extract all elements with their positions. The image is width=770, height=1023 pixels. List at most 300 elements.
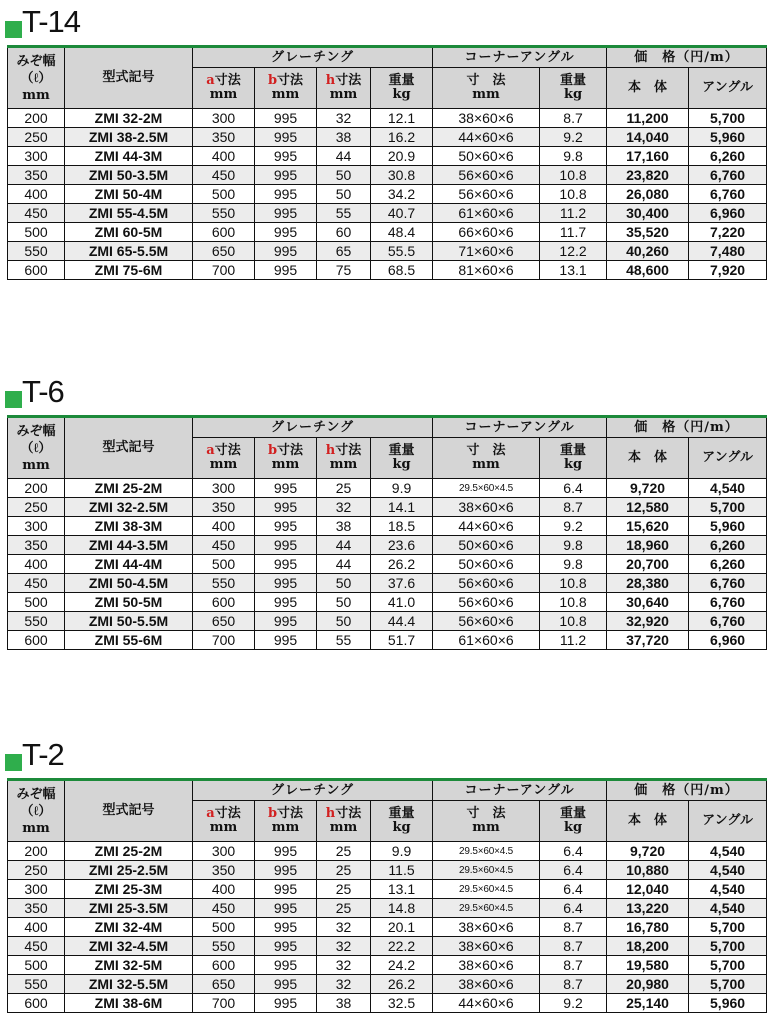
cell-model: ZMI 32-5.5M: [65, 975, 193, 994]
cell-a-dim: 550: [193, 204, 255, 223]
cell-price-body: 19,580: [607, 956, 689, 975]
cell-grating-weight: 55.5: [371, 242, 433, 261]
col-header-angle-size: 寸 法 mm: [433, 438, 540, 479]
col-header-h-dim: h寸法 mm: [317, 801, 371, 842]
cell-width: 250: [8, 128, 65, 147]
col-header-angle-weight: 重量 kg: [540, 801, 607, 842]
cell-b-dim: 995: [255, 593, 317, 612]
cell-a-dim: 450: [193, 536, 255, 555]
cell-b-dim: 995: [255, 956, 317, 975]
cell-a-dim: 600: [193, 593, 255, 612]
table-row: [8, 631, 767, 650]
cell-model: ZMI 55-6M: [65, 631, 193, 650]
cell-angle-weight: 8.7: [540, 975, 607, 994]
cell-a-dim: 300: [193, 842, 255, 861]
cell-grating-weight: 51.7: [371, 631, 433, 650]
table-row: [8, 536, 767, 555]
cell-angle-size: 38×60×6: [433, 975, 540, 994]
table-row: [8, 574, 767, 593]
cell-width: 600: [8, 261, 65, 280]
table-row: [8, 204, 767, 223]
cell-model: ZMI 32-2M: [65, 109, 193, 128]
cell-angle-size: 50×60×6: [433, 555, 540, 574]
table-row: [8, 880, 767, 899]
col-header-model: 型式記号: [65, 417, 193, 479]
table-row: [8, 166, 767, 185]
cell-angle-weight: 12.2: [540, 242, 607, 261]
cell-price-angle: 6,960: [689, 204, 767, 223]
cell-model: ZMI 25-2M: [65, 479, 193, 498]
cell-angle-size: 56×60×6: [433, 593, 540, 612]
cell-angle-size: 29.5×60×4.5: [433, 861, 540, 880]
cell-grating-weight: 24.2: [371, 956, 433, 975]
cell-grating-weight: 20.1: [371, 918, 433, 937]
cell-model: ZMI 32-5M: [65, 956, 193, 975]
cell-angle-weight: 9.2: [540, 517, 607, 536]
col-header-price-body: 本 体: [607, 68, 689, 109]
cell-grating-weight: 9.9: [371, 842, 433, 861]
col-header-price-body: 本 体: [607, 801, 689, 842]
cell-width: 250: [8, 861, 65, 880]
cell-model: ZMI 25-3M: [65, 880, 193, 899]
cell-model: ZMI 44-4M: [65, 555, 193, 574]
col-header-h-dim: h寸法 mm: [317, 438, 371, 479]
cell-grating-weight: 26.2: [371, 555, 433, 574]
cell-model: ZMI 32-4M: [65, 918, 193, 937]
cell-h-dim: 25: [317, 842, 371, 861]
cell-b-dim: 995: [255, 498, 317, 517]
table-row: [8, 185, 767, 204]
cell-h-dim: 25: [317, 861, 371, 880]
cell-angle-weight: 9.8: [540, 536, 607, 555]
col-header-b-dim: b寸法 mm: [255, 68, 317, 109]
cell-h-dim: 50: [317, 166, 371, 185]
cell-price-body: 28,380: [607, 574, 689, 593]
cell-model: ZMI 38-2.5M: [65, 128, 193, 147]
cell-h-dim: 32: [317, 109, 371, 128]
cell-angle-weight: 10.8: [540, 612, 607, 631]
cell-price-body: 25,140: [607, 994, 689, 1013]
cell-grating-weight: 34.2: [371, 185, 433, 204]
cell-a-dim: 450: [193, 899, 255, 918]
col-header-angle-size: 寸 法 mm: [433, 68, 540, 109]
table-row: [8, 555, 767, 574]
col-header-model: 型式記号: [65, 780, 193, 842]
cell-h-dim: 75: [317, 261, 371, 280]
col-group-grating: グレーチング: [193, 47, 433, 68]
cell-h-dim: 60: [317, 223, 371, 242]
cell-price-body: 18,960: [607, 536, 689, 555]
cell-b-dim: 995: [255, 261, 317, 280]
table-row: [8, 128, 767, 147]
cell-a-dim: 450: [193, 166, 255, 185]
cell-width: 200: [8, 842, 65, 861]
cell-price-angle: 6,760: [689, 574, 767, 593]
cell-angle-weight: 11.7: [540, 223, 607, 242]
cell-b-dim: 995: [255, 975, 317, 994]
cell-angle-size: 56×60×6: [433, 185, 540, 204]
cell-h-dim: 55: [317, 631, 371, 650]
cell-width: 350: [8, 166, 65, 185]
col-header-h-dim: h寸法 mm: [317, 68, 371, 109]
green-square-icon: [5, 754, 22, 771]
cell-width: 300: [8, 517, 65, 536]
section-title: T-14: [22, 4, 81, 39]
cell-grating-weight: 30.8: [371, 166, 433, 185]
cell-model: ZMI 50-4.5M: [65, 574, 193, 593]
green-square-icon: [5, 391, 22, 408]
cell-grating-weight: 18.5: [371, 517, 433, 536]
cell-a-dim: 500: [193, 918, 255, 937]
cell-angle-weight: 6.4: [540, 842, 607, 861]
cell-a-dim: 700: [193, 631, 255, 650]
cell-angle-size: 50×60×6: [433, 536, 540, 555]
cell-width: 600: [8, 631, 65, 650]
cell-price-angle: 4,540: [689, 842, 767, 861]
cell-price-angle: 5,700: [689, 975, 767, 994]
cell-price-body: 10,880: [607, 861, 689, 880]
cell-model: ZMI 50-5.5M: [65, 612, 193, 631]
price-table: [7, 45, 767, 280]
table-body: [8, 109, 767, 280]
col-group-corner-angle: コーナーアングル: [433, 417, 607, 438]
cell-width: 200: [8, 479, 65, 498]
cell-h-dim: 32: [317, 937, 371, 956]
cell-model: ZMI 50-4M: [65, 185, 193, 204]
table-row: [8, 956, 767, 975]
price-table: [7, 415, 767, 650]
cell-model: ZMI 38-3M: [65, 517, 193, 536]
cell-h-dim: 50: [317, 185, 371, 204]
cell-model: ZMI 32-4.5M: [65, 937, 193, 956]
cell-price-body: 13,220: [607, 899, 689, 918]
cell-price-body: 12,580: [607, 498, 689, 517]
cell-width: 450: [8, 937, 65, 956]
cell-angle-weight: 11.2: [540, 204, 607, 223]
cell-angle-size: 66×60×6: [433, 223, 540, 242]
cell-width: 400: [8, 185, 65, 204]
table-row: [8, 498, 767, 517]
cell-b-dim: 995: [255, 937, 317, 956]
col-group-price: 価 格（円/m）: [607, 780, 767, 801]
cell-angle-weight: 10.8: [540, 574, 607, 593]
table-row: [8, 937, 767, 956]
cell-price-body: 37,720: [607, 631, 689, 650]
cell-price-angle: 6,260: [689, 147, 767, 166]
col-group-grating: グレーチング: [193, 780, 433, 801]
cell-grating-weight: 41.0: [371, 593, 433, 612]
cell-width: 550: [8, 242, 65, 261]
cell-model: ZMI 55-4.5M: [65, 204, 193, 223]
cell-angle-size: 29.5×60×4.5: [433, 899, 540, 918]
col-group-grating: グレーチング: [193, 417, 433, 438]
col-header-model: 型式記号: [65, 47, 193, 109]
cell-a-dim: 350: [193, 128, 255, 147]
cell-a-dim: 550: [193, 937, 255, 956]
col-header-width: みぞ幅 （ℓ） mm: [8, 780, 65, 842]
cell-grating-weight: 37.6: [371, 574, 433, 593]
cell-angle-weight: 10.8: [540, 185, 607, 204]
col-header-a-dim: a寸法 mm: [193, 68, 255, 109]
cell-h-dim: 44: [317, 147, 371, 166]
cell-b-dim: 995: [255, 242, 317, 261]
section-heading: [0, 733, 300, 779]
cell-angle-size: 44×60×6: [433, 994, 540, 1013]
cell-angle-weight: 9.2: [540, 994, 607, 1013]
cell-price-angle: 5,700: [689, 109, 767, 128]
cell-price-body: 9,720: [607, 842, 689, 861]
cell-angle-size: 44×60×6: [433, 128, 540, 147]
cell-price-angle: 6,760: [689, 185, 767, 204]
cell-h-dim: 38: [317, 994, 371, 1013]
cell-price-body: 26,080: [607, 185, 689, 204]
cell-price-body: 18,200: [607, 937, 689, 956]
cell-h-dim: 25: [317, 899, 371, 918]
cell-b-dim: 995: [255, 880, 317, 899]
cell-a-dim: 650: [193, 242, 255, 261]
table-row: [8, 842, 767, 861]
cell-b-dim: 995: [255, 204, 317, 223]
cell-price-angle: 6,760: [689, 612, 767, 631]
cell-angle-size: 81×60×6: [433, 261, 540, 280]
col-header-grating-weight: 重量 kg: [371, 801, 433, 842]
cell-angle-size: 61×60×6: [433, 204, 540, 223]
col-group-corner-angle: コーナーアングル: [433, 47, 607, 68]
cell-b-dim: 995: [255, 128, 317, 147]
col-header-grating-weight: 重量 kg: [371, 438, 433, 479]
cell-price-angle: 5,960: [689, 994, 767, 1013]
table-row: [8, 918, 767, 937]
cell-b-dim: 995: [255, 555, 317, 574]
cell-price-body: 48,600: [607, 261, 689, 280]
cell-b-dim: 995: [255, 861, 317, 880]
cell-b-dim: 995: [255, 536, 317, 555]
cell-h-dim: 44: [317, 555, 371, 574]
cell-b-dim: 995: [255, 994, 317, 1013]
price-table: [7, 778, 767, 1013]
cell-a-dim: 400: [193, 147, 255, 166]
cell-b-dim: 995: [255, 612, 317, 631]
cell-h-dim: 50: [317, 593, 371, 612]
cell-price-body: 30,400: [607, 204, 689, 223]
cell-angle-weight: 9.8: [540, 555, 607, 574]
cell-price-body: 14,040: [607, 128, 689, 147]
cell-price-angle: 6,760: [689, 593, 767, 612]
col-header-width: みぞ幅 （ℓ） mm: [8, 417, 65, 479]
cell-grating-weight: 68.5: [371, 261, 433, 280]
cell-model: ZMI 50-3.5M: [65, 166, 193, 185]
cell-price-angle: 5,700: [689, 498, 767, 517]
col-header-a-dim: a寸法 mm: [193, 438, 255, 479]
col-header-price-angle: アングル: [689, 68, 767, 109]
cell-width: 300: [8, 880, 65, 899]
col-header-price-angle: アングル: [689, 801, 767, 842]
cell-b-dim: 995: [255, 147, 317, 166]
cell-b-dim: 995: [255, 918, 317, 937]
cell-price-angle: 4,540: [689, 899, 767, 918]
col-header-b-dim: b寸法 mm: [255, 438, 317, 479]
cell-price-angle: 7,480: [689, 242, 767, 261]
cell-a-dim: 350: [193, 498, 255, 517]
cell-angle-weight: 8.7: [540, 937, 607, 956]
cell-price-body: 32,920: [607, 612, 689, 631]
cell-h-dim: 32: [317, 975, 371, 994]
col-header-angle-weight: 重量 kg: [540, 68, 607, 109]
cell-angle-weight: 9.8: [540, 147, 607, 166]
cell-b-dim: 995: [255, 185, 317, 204]
col-header-price-angle: アングル: [689, 438, 767, 479]
cell-b-dim: 995: [255, 479, 317, 498]
section-heading: [0, 0, 300, 46]
cell-price-body: 23,820: [607, 166, 689, 185]
cell-price-angle: 6,760: [689, 166, 767, 185]
table-row: [8, 899, 767, 918]
cell-a-dim: 700: [193, 261, 255, 280]
cell-h-dim: 38: [317, 517, 371, 536]
cell-a-dim: 550: [193, 574, 255, 593]
cell-angle-weight: 8.7: [540, 956, 607, 975]
cell-h-dim: 32: [317, 498, 371, 517]
cell-model: ZMI 38-6M: [65, 994, 193, 1013]
cell-b-dim: 995: [255, 842, 317, 861]
table-row: [8, 242, 767, 261]
cell-price-angle: 6,260: [689, 555, 767, 574]
cell-angle-weight: 8.7: [540, 109, 607, 128]
cell-a-dim: 600: [193, 956, 255, 975]
cell-angle-size: 56×60×6: [433, 574, 540, 593]
cell-grating-weight: 16.2: [371, 128, 433, 147]
cell-price-body: 9,720: [607, 479, 689, 498]
cell-angle-size: 56×60×6: [433, 612, 540, 631]
cell-grating-weight: 26.2: [371, 975, 433, 994]
cell-b-dim: 995: [255, 899, 317, 918]
cell-width: 400: [8, 555, 65, 574]
cell-angle-size: 38×60×6: [433, 956, 540, 975]
cell-price-angle: 4,540: [689, 479, 767, 498]
cell-grating-weight: 32.5: [371, 994, 433, 1013]
cell-angle-size: 71×60×6: [433, 242, 540, 261]
cell-price-angle: 4,540: [689, 861, 767, 880]
cell-model: ZMI 25-2M: [65, 842, 193, 861]
green-square-icon: [5, 21, 22, 38]
cell-b-dim: 995: [255, 109, 317, 128]
table-row: [8, 479, 767, 498]
cell-angle-weight: 11.2: [540, 631, 607, 650]
table-row: [8, 975, 767, 994]
cell-h-dim: 32: [317, 956, 371, 975]
cell-h-dim: 50: [317, 612, 371, 631]
cell-price-body: 30,640: [607, 593, 689, 612]
cell-angle-weight: 6.4: [540, 899, 607, 918]
table-body: [8, 479, 767, 650]
cell-h-dim: 25: [317, 880, 371, 899]
table-row: [8, 223, 767, 242]
col-header-width: みぞ幅 （ℓ） mm: [8, 47, 65, 109]
cell-grating-weight: 13.1: [371, 880, 433, 899]
cell-price-angle: 6,960: [689, 631, 767, 650]
cell-angle-weight: 13.1: [540, 261, 607, 280]
cell-angle-weight: 9.2: [540, 128, 607, 147]
cell-angle-size: 56×60×6: [433, 166, 540, 185]
col-header-b-dim: b寸法 mm: [255, 801, 317, 842]
section-heading: [0, 370, 300, 416]
cell-width: 300: [8, 147, 65, 166]
cell-width: 550: [8, 612, 65, 631]
col-header-angle-size: 寸 法 mm: [433, 801, 540, 842]
table-row: [8, 261, 767, 280]
cell-price-body: 15,620: [607, 517, 689, 536]
cell-a-dim: 500: [193, 185, 255, 204]
col-group-price: 価 格（円/m）: [607, 417, 767, 438]
cell-model: ZMI 44-3M: [65, 147, 193, 166]
cell-price-body: 20,980: [607, 975, 689, 994]
cell-width: 500: [8, 956, 65, 975]
cell-angle-weight: 6.4: [540, 861, 607, 880]
cell-price-body: 11,200: [607, 109, 689, 128]
col-header-a-dim: a寸法 mm: [193, 801, 255, 842]
cell-grating-weight: 14.1: [371, 498, 433, 517]
cell-width: 250: [8, 498, 65, 517]
cell-price-angle: 5,960: [689, 517, 767, 536]
cell-b-dim: 995: [255, 574, 317, 593]
col-header-grating-weight: 重量 kg: [371, 68, 433, 109]
cell-grating-weight: 11.5: [371, 861, 433, 880]
cell-grating-weight: 48.4: [371, 223, 433, 242]
cell-a-dim: 350: [193, 861, 255, 880]
cell-grating-weight: 9.9: [371, 479, 433, 498]
cell-angle-size: 50×60×6: [433, 147, 540, 166]
cell-model: ZMI 44-3.5M: [65, 536, 193, 555]
col-group-corner-angle: コーナーアングル: [433, 780, 607, 801]
cell-a-dim: 400: [193, 880, 255, 899]
cell-price-angle: 7,920: [689, 261, 767, 280]
cell-angle-size: 38×60×6: [433, 498, 540, 517]
table-body: [8, 842, 767, 1013]
cell-a-dim: 650: [193, 975, 255, 994]
cell-grating-weight: 20.9: [371, 147, 433, 166]
cell-model: ZMI 65-5.5M: [65, 242, 193, 261]
cell-angle-weight: 8.7: [540, 498, 607, 517]
cell-angle-size: 44×60×6: [433, 517, 540, 536]
cell-model: ZMI 25-2.5M: [65, 861, 193, 880]
cell-angle-size: 38×60×6: [433, 109, 540, 128]
cell-angle-size: 29.5×60×4.5: [433, 842, 540, 861]
cell-price-angle: 5,960: [689, 128, 767, 147]
table-row: [8, 593, 767, 612]
cell-width: 350: [8, 899, 65, 918]
cell-angle-size: 29.5×60×4.5: [433, 880, 540, 899]
cell-h-dim: 65: [317, 242, 371, 261]
cell-b-dim: 995: [255, 166, 317, 185]
col-group-price: 価 格（円/m）: [607, 47, 767, 68]
cell-h-dim: 50: [317, 574, 371, 593]
cell-grating-weight: 40.7: [371, 204, 433, 223]
cell-price-body: 12,040: [607, 880, 689, 899]
cell-width: 500: [8, 223, 65, 242]
cell-angle-weight: 6.4: [540, 479, 607, 498]
cell-price-body: 40,260: [607, 242, 689, 261]
section-title: T-2: [22, 737, 64, 772]
cell-a-dim: 700: [193, 994, 255, 1013]
table-row: [8, 612, 767, 631]
cell-model: ZMI 32-2.5M: [65, 498, 193, 517]
cell-angle-size: 38×60×6: [433, 937, 540, 956]
cell-angle-weight: 8.7: [540, 918, 607, 937]
cell-angle-size: 38×60×6: [433, 918, 540, 937]
cell-angle-size: 29.5×60×4.5: [433, 479, 540, 498]
cell-a-dim: 600: [193, 223, 255, 242]
cell-price-body: 17,160: [607, 147, 689, 166]
